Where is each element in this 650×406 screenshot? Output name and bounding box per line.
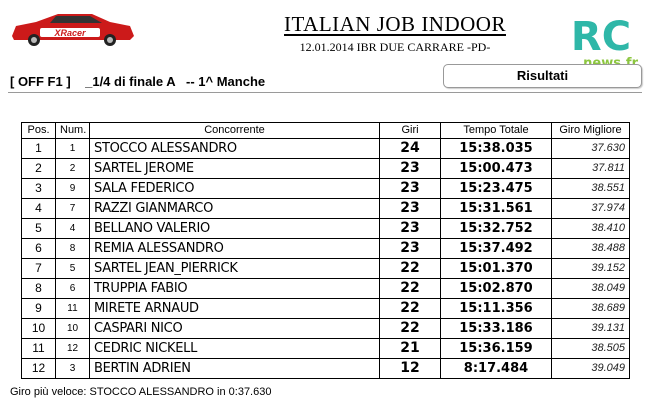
- cell-num: 11: [56, 299, 90, 319]
- cell-pos: 7: [22, 259, 56, 279]
- cell-laps: 23: [380, 199, 441, 219]
- cell-pos: 2: [22, 159, 56, 179]
- cell-laps: 21: [380, 339, 441, 359]
- cell-total-time: 15:37.492: [441, 239, 552, 259]
- cell-pos: 5: [22, 219, 56, 239]
- cell-laps: 22: [380, 299, 441, 319]
- cell-competitor: CEDRIC NICKELL: [90, 339, 380, 359]
- cell-num: 9: [56, 179, 90, 199]
- cell-laps: 23: [380, 159, 441, 179]
- cell-best-lap: 38.410: [552, 219, 630, 239]
- cell-total-time: 15:02.870: [441, 279, 552, 299]
- cell-laps: 23: [380, 219, 441, 239]
- table-row: [22, 359, 630, 379]
- cell-competitor: MIRETE ARNAUD: [90, 299, 380, 319]
- cell-num: 1: [56, 139, 90, 159]
- table-row: [22, 319, 630, 339]
- cell-total-time: 15:36.159: [441, 339, 552, 359]
- cell-total-time: 15:11.356: [441, 299, 552, 319]
- cell-competitor: SALA FEDERICO: [90, 179, 380, 199]
- cell-best-lap: 37.630: [552, 139, 630, 159]
- header-divider: [8, 92, 642, 93]
- cell-competitor: STOCCO ALESSANDRO: [90, 139, 380, 159]
- cell-competitor: RAZZI GIANMARCO: [90, 199, 380, 219]
- cell-laps: 23: [380, 179, 441, 199]
- table-row: [22, 279, 630, 299]
- cell-total-time: 8:17.484: [441, 359, 552, 379]
- cell-best-lap: 38.049: [552, 279, 630, 299]
- risultati-tab[interactable]: Risultati: [443, 64, 642, 88]
- event-subtitle: 12.01.2014 IBR DUE CARRARE -PD-: [299, 40, 491, 54]
- cell-total-time: 15:38.035: [441, 139, 552, 159]
- cell-pos: 6: [22, 239, 56, 259]
- cell-best-lap: 39.131: [552, 319, 630, 339]
- cell-best-lap: 39.152: [552, 259, 630, 279]
- cell-pos: 3: [22, 179, 56, 199]
- cell-num: 5: [56, 259, 90, 279]
- event-title: ITALIAN JOB INDOOR: [284, 12, 506, 36]
- cell-pos: 8: [22, 279, 56, 299]
- table-header-row: [22, 123, 630, 139]
- cell-num: 6: [56, 279, 90, 299]
- table-row: [22, 299, 630, 319]
- cell-best-lap: 38.488: [552, 239, 630, 259]
- rc-logo-text: RC: [570, 14, 632, 60]
- cell-pos: 4: [22, 199, 56, 219]
- logo-text: XRacer: [54, 28, 86, 38]
- cell-laps: 22: [380, 319, 441, 339]
- table-row: [22, 139, 630, 159]
- cell-best-lap: 38.551: [552, 179, 630, 199]
- col-header-competitor: Concorrente: [90, 123, 380, 139]
- cell-num: 7: [56, 199, 90, 219]
- cell-competitor: CASPARI NICO: [90, 319, 380, 339]
- col-header-total-time: Tempo Totale: [441, 123, 552, 139]
- cell-pos: 9: [22, 299, 56, 319]
- cell-competitor: SARTEL JEROME: [90, 159, 380, 179]
- results-table: [21, 122, 630, 379]
- col-header-laps: Giri: [380, 123, 441, 139]
- cell-total-time: 15:32.752: [441, 219, 552, 239]
- cell-total-time: 15:33.186: [441, 319, 552, 339]
- col-header-num: Num.: [56, 123, 90, 139]
- cell-best-lap: 38.689: [552, 299, 630, 319]
- cell-total-time: 15:23.475: [441, 179, 552, 199]
- rcnews-logo: [560, 12, 642, 72]
- cell-best-lap: 38.505: [552, 339, 630, 359]
- cell-laps: 23: [380, 239, 441, 259]
- fastest-lap-note: Giro più veloce: STOCCO ALESSANDRO in 0:37.630: [10, 386, 272, 398]
- table-row: [22, 339, 630, 359]
- cell-laps: 22: [380, 259, 441, 279]
- cell-num: 8: [56, 239, 90, 259]
- xracer-car-logo: [6, 8, 138, 48]
- table-row: [22, 219, 630, 239]
- table-row: [22, 259, 630, 279]
- cell-pos: 10: [22, 319, 56, 339]
- cell-competitor: SARTEL JEAN_PIERRICK: [90, 259, 380, 279]
- cell-pos: 11: [22, 339, 56, 359]
- cell-num: 4: [56, 219, 90, 239]
- cell-laps: 24: [380, 139, 441, 159]
- table-row: [22, 239, 630, 259]
- cell-num: 2: [56, 159, 90, 179]
- session-label: [ OFF F1 ] _1/4 di finale A -- 1^ Manche: [10, 74, 266, 89]
- table-row: [22, 159, 630, 179]
- cell-competitor: REMIA ALESSANDRO: [90, 239, 380, 259]
- col-header-best-lap: Giro Migliore: [552, 123, 630, 139]
- cell-num: 3: [56, 359, 90, 379]
- cell-pos: 1: [22, 139, 56, 159]
- cell-num: 10: [56, 319, 90, 339]
- table-row: [22, 179, 630, 199]
- cell-total-time: 15:31.561: [441, 199, 552, 219]
- cell-best-lap: 39.049: [552, 359, 630, 379]
- cell-laps: 12: [380, 359, 441, 379]
- cell-num: 12: [56, 339, 90, 359]
- cell-pos: 12: [22, 359, 56, 379]
- col-header-pos: Pos.: [22, 123, 56, 139]
- cell-total-time: 15:01.370: [441, 259, 552, 279]
- cell-competitor: BERTIN ADRIEN: [90, 359, 380, 379]
- cell-laps: 22: [380, 279, 441, 299]
- cell-total-time: 15:00.473: [441, 159, 552, 179]
- table-row: [22, 199, 630, 219]
- cell-competitor: BELLANO VALERIO: [90, 219, 380, 239]
- cell-best-lap: 37.974: [552, 199, 630, 219]
- cell-best-lap: 37.811: [552, 159, 630, 179]
- cell-competitor: TRUPPIA FABIO: [90, 279, 380, 299]
